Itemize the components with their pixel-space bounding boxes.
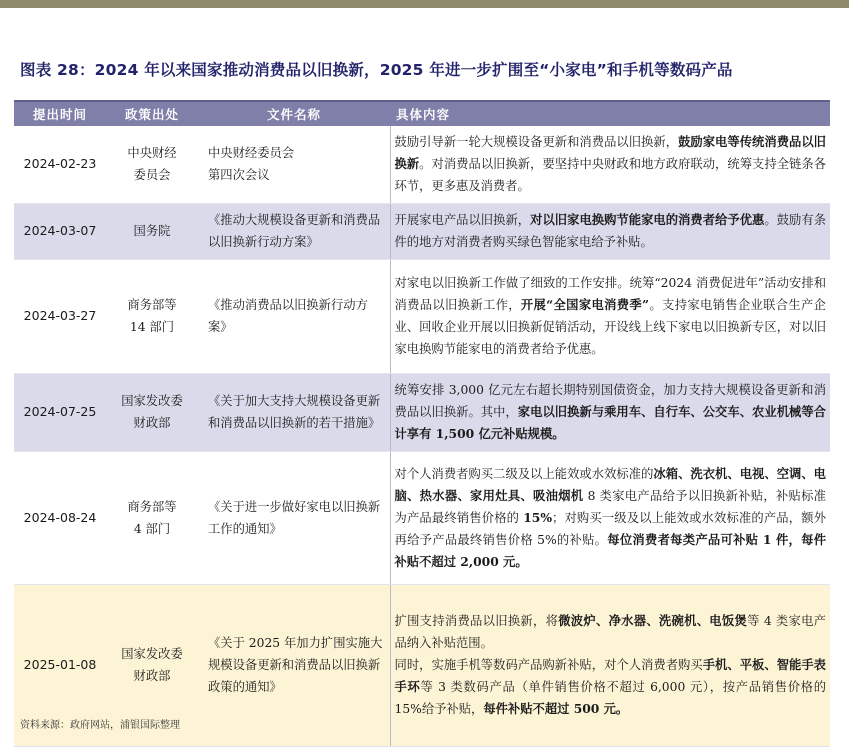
cell-document bbox=[198, 203, 390, 259]
content-text: 鼓励引导新一轮大规模设备更新和消费品以旧换新， bbox=[394, 135, 679, 150]
content-paragraph bbox=[395, 131, 827, 197]
org-line: 14 部门 bbox=[129, 320, 175, 334]
org-line: 国家发改委 bbox=[121, 394, 183, 408]
table-body bbox=[14, 126, 830, 746]
cell-date: 2024-08-24 bbox=[14, 451, 106, 584]
header-date: 提出时间 bbox=[14, 101, 106, 126]
document-line: 《关于进一步做好家电以旧换新工作的通知》 bbox=[208, 499, 381, 536]
cell-document bbox=[198, 259, 390, 373]
cell-content bbox=[390, 451, 830, 584]
document-line: 《关于 2025 年加力扩围实施大规模设备更新和消费品以旧换新政策的通知》 bbox=[208, 636, 383, 694]
document-line: 《推动大规模设备更新和消费品以旧换新行动方案》 bbox=[208, 213, 381, 249]
content-paragraph bbox=[395, 463, 827, 573]
content-bold-text: 每位消费者每类产品可补贴 1 件，每件补贴不超过 2,000 元。 bbox=[394, 531, 826, 569]
cell-date: 2025-01-08 bbox=[14, 584, 106, 746]
content-paragraph bbox=[395, 610, 827, 654]
content-text: 同时，实施手机等数码产品购新补贴，对个人消费者购买 bbox=[394, 658, 703, 672]
org-line: 国家发改委 bbox=[121, 647, 183, 661]
table-row bbox=[14, 373, 830, 451]
content-text: 。鼓励有条件的地方对消费者购买绿色智能家电给予补贴。 bbox=[394, 213, 826, 249]
content-paragraph bbox=[395, 272, 827, 360]
cell-date: 2024-02-23 bbox=[14, 126, 106, 203]
content-bold-text: 冰箱、洗衣机、电视、空调、电脑、热水器、家用灶具、吸油烟机 bbox=[394, 465, 826, 503]
cell-document bbox=[198, 584, 390, 746]
org-line: 中央财经 bbox=[127, 146, 177, 161]
org-line: 4 部门 bbox=[133, 521, 171, 536]
table-row bbox=[14, 259, 830, 373]
cell-date: 2024-03-27 bbox=[14, 259, 106, 373]
table-row bbox=[14, 203, 830, 259]
cell-org bbox=[106, 259, 198, 373]
cell-date: 2024-03-07 bbox=[14, 203, 106, 259]
top-accent-bar bbox=[0, 0, 849, 8]
content-text: 对家电以旧换新工作做了细致的工作安排。统筹“2024 消费促进年”活动安排和消费品以旧换新工作， bbox=[394, 276, 826, 312]
cell-date: 2024-07-25 bbox=[14, 373, 106, 451]
cell-document bbox=[198, 373, 390, 451]
content-bold-text: 对以旧家电换购节能家电的消费者给予优惠 bbox=[530, 212, 765, 227]
content-bold-text: 微波炉、净水器、洗碗机、电饭煲 bbox=[558, 613, 748, 628]
content-bold-text: 开展“全国家电消费季” bbox=[520, 297, 650, 312]
content-paragraph bbox=[395, 209, 827, 253]
header-doc: 文件名称 bbox=[198, 101, 390, 126]
document-line: 第四次会议 bbox=[208, 168, 270, 183]
content-text: 对个人消费者购买二级及以上能效或水效标准的 bbox=[394, 466, 654, 481]
content-text: 。对消费品以旧换新，要坚持中央财政和地方政府联动，统筹支持全链条各环节，更多惠及消费者。 bbox=[394, 157, 826, 194]
figure-title: 图表 28：2024 年以来国家推动消费品以旧换新，2025 年进一步扩围至“小家电”和手机等数码产品 bbox=[20, 61, 733, 79]
table-row bbox=[14, 451, 830, 584]
cell-document bbox=[198, 126, 390, 203]
cell-content bbox=[390, 373, 830, 451]
cell-org bbox=[106, 126, 198, 203]
org-line: 委员会 bbox=[133, 168, 171, 183]
content-paragraph bbox=[395, 654, 827, 720]
document-line: 《推动消费品以旧换新行动方案》 bbox=[208, 298, 368, 334]
content-bold-text: 15% bbox=[523, 509, 552, 525]
content-text: ；对购买一级及以上能效或水效标准的产品，额外再给予产品最终销售价格 5%的补贴。 bbox=[394, 510, 826, 547]
content-text: 统筹安排 3,000 亿元左右超长期特别国债资金，加力支持大规模设备更新和消费品以旧换新。其中， bbox=[394, 383, 826, 419]
cell-org bbox=[106, 203, 198, 259]
content-text: 。支持家电销售企业联合生产企业、回收企业开展以旧换新促销活动，开设线上线下家电以旧换新专区，对以旧家电换购节能家电的消费者给予优惠。 bbox=[394, 298, 826, 356]
org-line: 国务院 bbox=[133, 224, 171, 238]
content-text: 等 3 类数码产品（单件销售价格不超过 6,000 元），按产品销售价格的 15%给予补贴， bbox=[394, 680, 826, 716]
org-line: 财政部 bbox=[133, 416, 171, 430]
header-org: 政策出处 bbox=[106, 101, 198, 126]
table-row bbox=[14, 126, 830, 203]
cell-org bbox=[106, 373, 198, 451]
content-bold-text: 鼓励家电等传统消费品以旧换新 bbox=[394, 134, 826, 172]
content-paragraph bbox=[395, 379, 827, 445]
cell-content bbox=[390, 126, 830, 203]
cell-content bbox=[390, 259, 830, 373]
header-content: 具体内容 bbox=[390, 101, 830, 126]
document-line: 中央财经委员会 bbox=[208, 146, 295, 161]
policy-table bbox=[14, 100, 830, 747]
table-header-row bbox=[14, 101, 830, 126]
org-line: 财政部 bbox=[133, 669, 171, 683]
org-line: 商务部等 bbox=[127, 298, 177, 312]
cell-document bbox=[198, 451, 390, 584]
content-bold-text: 手机、平板、智能手表手环 bbox=[394, 657, 826, 694]
content-text: 扩围支持消费品以旧换新，将 bbox=[394, 614, 559, 628]
document-line: 《关于加大支持大规模设备更新和消费品以旧换新的若干措施》 bbox=[208, 394, 381, 430]
cell-content bbox=[390, 584, 830, 746]
content-text: 等 4 类家电产品纳入补贴范围。 bbox=[394, 614, 826, 650]
source-note: 资料来源：政府网站，浦银国际整理 bbox=[20, 720, 180, 731]
content-text: 8 类家电产品给予以旧换新补贴，补贴标准为产品最终销售价格的 bbox=[394, 488, 826, 525]
content-text: 开展家电产品以旧换新， bbox=[394, 213, 531, 227]
cell-org bbox=[106, 451, 198, 584]
cell-content bbox=[390, 203, 830, 259]
content-bold-text: 家电以旧换新与乘用车、自行车、公交车、农业机械等合计享有 1,500 亿元补贴规模。 bbox=[394, 404, 826, 441]
org-line: 商务部等 bbox=[127, 499, 177, 514]
content-bold-text: 每件补贴不超过 500 元。 bbox=[483, 701, 629, 716]
